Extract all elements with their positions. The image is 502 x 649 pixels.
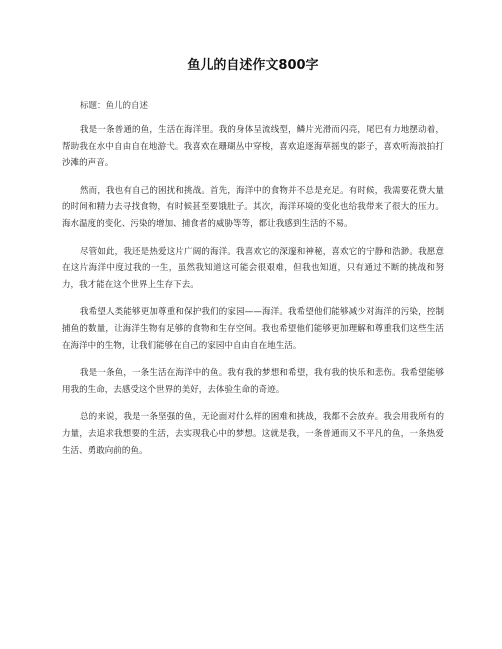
paragraph-5: 我是一条鱼，一条生活在海洋中的鱼。我有我的梦想和希望，我有我的快乐和悲伤。我希望能够用我的生命，去感受这个世界的美好，去体验生命的奇迹。 [62,368,444,395]
paragraph-2: 然而，我也有自己的困扰和挑战。首先，海洋中的食物并不总是充足。有时候，我需要花费大量的时间和精力去寻找食物，有时候甚至要饿肚子。其次，海洋环境的变化也给我带来了很大的压力。海水温度的变化、污染的增加、捕食者的威胁等等，都让我感到生活的不易。 [62,185,444,229]
document-subtitle: 标题：鱼儿的自述 [80,101,149,111]
paragraph-6: 总的来说，我是一条坚强的鱼，无论面对什么样的困难和挑战，我都不会放弃。我会用我所有的力量，去追求我想要的生活，去实现我心中的梦想。这就是我，一条普通而又不平凡的鱼，一条热爱生活、勇敢向前的鱼。 [62,412,444,456]
paragraph-3: 尽管如此，我还是热爱这片广阔的海洋。我喜欢它的深邃和神秘，喜欢它的宁静和浩渺。我愿意在这片海洋中度过我的一生，虽然我知道这可能会很艰难，但我也知道，只有通过不断的挑战和努力，我才能在这个世界上生存下去。 [62,246,444,290]
paragraph-4: 我希望人类能够更加尊重和保护我们的家园——海洋。我希望他们能够减少对海洋的污染，控制捕鱼的数量，让海洋生物有足够的食物和生存空间。我也希望他们能够更加理解和尊重我们这些生活在海洋中的生物，让我们能够在自己的家园中自由自在地生活。 [62,307,444,351]
paragraph-1: 我是一条普通的鱼，生活在海洋里。我的身体呈流线型，鳞片光滑而闪亮，尾巴有力地摆动着，帮助我在水中自由自在地游弋。我喜欢在珊瑚丛中穿梭，喜欢追逐海草摇曳的影子，喜欢听海浪拍打沙滩的声音。 [62,125,444,169]
document-title: 鱼儿的自述作文800字 [187,58,319,73]
